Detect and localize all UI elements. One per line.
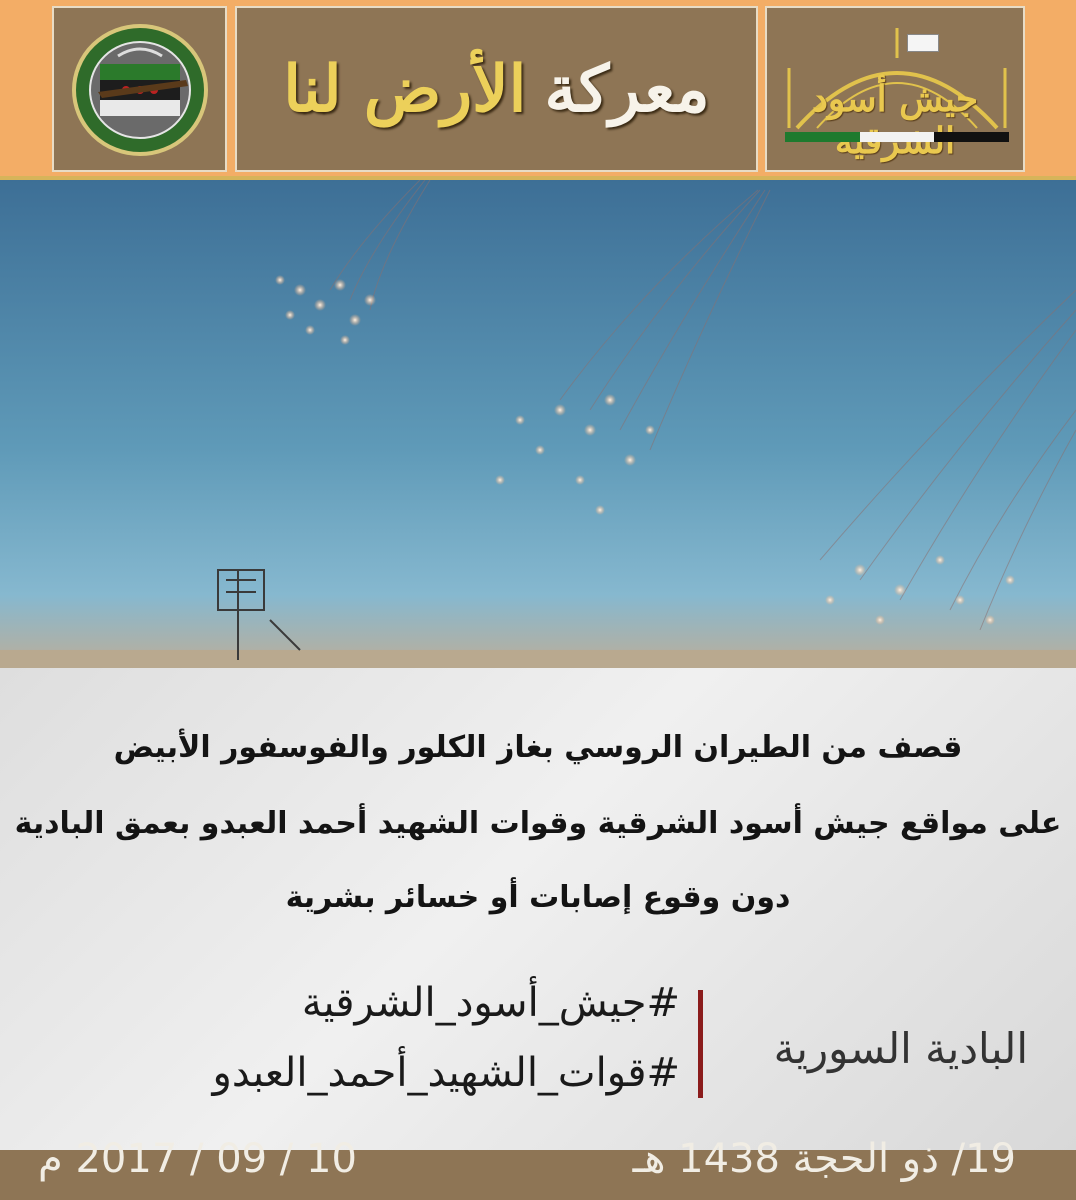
brand-name: جيش أسود [811,78,979,120]
hijri-date: 19/ ذو الحجة 1438 هـ [632,1136,1016,1182]
text-content [0,668,1076,1160]
header-banner [0,0,1076,190]
region-label: البادية السورية [773,1024,1028,1073]
red-divider [698,990,703,1098]
military-emblem-icon [68,20,213,160]
hashtag-item[interactable]: #قوات_الشهيد_أحمد_العبدو [212,1050,680,1096]
title-land: الأرض لنا [283,51,527,127]
brand-panel [765,6,1025,172]
banner-flag-icon [907,34,939,52]
emblem-panel [52,6,227,172]
photo-image [0,180,1076,668]
phosphorus-sky-photo [0,180,1076,668]
hashtag-list [80,968,680,1108]
gregorian-date: 10 / 09 / 2017 م [38,1136,357,1182]
hashtag-item[interactable]: #جيش_أسود_الشرقية [301,980,680,1026]
headline-line-2: على مواقع جيش أسود الشرقية وقوات الشهيد أحمد العبدو بعمق البادية [14,806,1062,841]
headline-line-3: دون وقوع إصابات أو خسائر بشرية [285,880,791,915]
syrian-flag-icon [785,132,1009,142]
title-panel [235,6,758,172]
headline-line-1: قصف من الطيران الروسي بغاز الكلور والفوسفور الأبيض [113,730,963,765]
title-battle: معركة [544,51,710,127]
